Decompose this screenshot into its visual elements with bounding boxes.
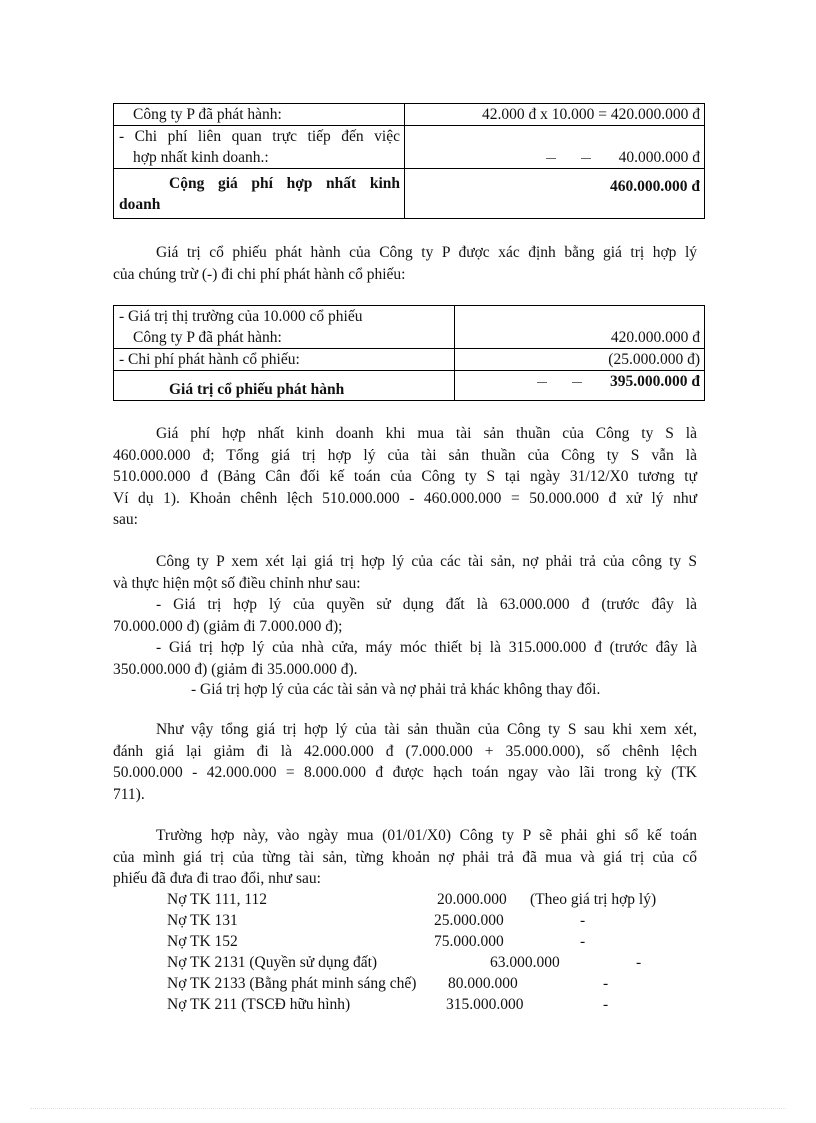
entry-note: - [580, 912, 586, 929]
text-line: 50.000.000 - 42.000.000 = 8.000.000 đ được hạch toán ngay vào lãi trong kỳ (TK [113, 764, 697, 781]
table-cell-label: Giá trị cổ phiếu phát hành [114, 371, 455, 401]
table-cell-label: - Chi phí phát hành cổ phiếu: [114, 349, 455, 371]
entry-amount: 20.000.000 [437, 891, 507, 908]
table-cell-label [114, 306, 455, 349]
entry-account: Nợ TK 211 (TSCĐ hữu hình) [167, 996, 351, 1013]
table-cell-value [405, 126, 705, 169]
paragraph-review [113, 551, 697, 594]
dash-mark [546, 158, 556, 159]
row-label-line: - Chi phí liên quan trực tiếp đến việc [119, 128, 400, 145]
table-row-total [114, 371, 705, 401]
text-line: Giá trị cổ phiếu phát hành của Công ty P được xác định bằng giá trị hợp lý [156, 244, 697, 261]
table-cell-value: 460.000.000 đ [405, 169, 705, 219]
text-line: 510.000.000 đ (Bảng Cân đối kế toán của Công ty S tại ngày 31/12/X0 tương tự [113, 468, 697, 485]
text-line: 460.000.000 đ; Tổng giá trị hợp lý của tài sản thuần của Công ty S vẫn là [113, 446, 697, 464]
dash-mark [581, 158, 591, 159]
text-line: của chúng trừ (-) đi chi phí phát hành cổ phiếu: [113, 265, 406, 283]
table-cell-value: 42.000 đ x 10.000 = 420.000.000 đ [405, 104, 705, 126]
entry-amount: 315.000.000 [446, 996, 524, 1013]
table-row [114, 104, 705, 126]
entry-account: Nợ TK 152 [167, 933, 238, 950]
text-line: 70.000.000 đ) (giảm đi 7.000.000 đ); [113, 617, 343, 635]
entry-amount: 25.000.000 [434, 912, 504, 929]
table-row [114, 349, 705, 371]
table-cell-value: 420.000.000 đ [455, 306, 705, 349]
paragraph-journal-intro [113, 825, 697, 890]
row-value: 395.000.000 đ [610, 373, 700, 390]
text-line: 711). [113, 785, 145, 803]
bullet-land-use-right [113, 594, 697, 637]
entry-note: - [603, 975, 609, 992]
entry-amount: 63.000.000 [490, 954, 560, 971]
table-cell-label [114, 104, 405, 126]
row-label-line: Công ty P đã phát hành: [133, 329, 282, 346]
text-line: của mình giá trị của từng tài sản, từng khoản nợ phải trả đã mua và giá trị của cổ [113, 848, 697, 866]
row-value: 40.000.000 đ [618, 149, 700, 166]
row-label-line: Cộng giá phí hợp nhất kinh [169, 174, 400, 192]
row-label-line: hợp nhất kinh doanh.: [133, 149, 269, 166]
dash-mark [537, 382, 547, 383]
text-line: 350.000.000 đ) (giảm đi 35.000.000 đ). [113, 660, 358, 678]
entry-note: (Theo giá trị hợp lý) [530, 891, 657, 908]
table-cell-value: (25.000.000 đ) [455, 349, 705, 371]
table-cell-value [455, 371, 705, 401]
paragraph-share-value-intro [113, 242, 697, 285]
text-line: - Giá trị hợp lý của quyền sử dụng đất là 63.000.000 đ (trước đây là [156, 596, 697, 613]
paragraph-combination-cost [113, 423, 697, 531]
entry-note: - [580, 933, 586, 950]
text-line: đánh giá lại giảm đi là 42.000.000 đ (7.000.000 + 35.000.000), số chênh lệch [113, 742, 697, 760]
table-row [114, 126, 705, 169]
bullet-other-assets [113, 679, 697, 701]
entry-amount: 80.000.000 [448, 975, 518, 992]
entry-amount: 75.000.000 [434, 933, 504, 950]
text-line: Ví dụ 1). Khoản chênh lệch 510.000.000 - 460.000.000 = 50.000.000 đ xử lý như [113, 489, 697, 507]
text-line: sau: [113, 511, 138, 528]
text-line: Giá phí hợp nhất kinh doanh khi mua tài sản thuần của Công ty S là [156, 425, 697, 442]
entry-account: Nợ TK 2133 (Bằng phát minh sáng chế) [167, 975, 417, 992]
page-bottom-rule [30, 1108, 786, 1109]
entry-account: Nợ TK 2131 (Quyền sử dụng đất) [167, 954, 378, 971]
text-line: Công ty P xem xét lại giá trị hợp lý của các tài sản, nợ phải trả của công ty S [156, 553, 697, 570]
bullet-buildings-equipment [113, 637, 697, 680]
share-value-table [113, 305, 705, 401]
table-cell-label [114, 126, 405, 169]
table-row [114, 306, 705, 349]
entry-account: Nợ TK 131 [167, 912, 238, 929]
entry-note: - [636, 954, 642, 971]
text-line: phiếu đã đưa đi trao đổi, như sau: [113, 870, 321, 887]
row-label-line: - Giá trị thị trường của 10.000 cổ phiếu [119, 308, 363, 325]
combination-cost-table [113, 103, 705, 219]
entry-note: - [603, 996, 609, 1013]
entry-account: Nợ TK 111, 112 [167, 891, 268, 908]
table-row-total [114, 169, 705, 219]
text-line: - Giá trị hợp lý của các tài sản và nợ phải trả khác không thay đổi. [191, 681, 601, 698]
table-cell-label [114, 169, 405, 219]
row-label: Công ty P đã phát hành: [133, 106, 282, 123]
dash-mark [572, 382, 582, 383]
text-line: Như vậy tổng giá trị hợp lý của tài sản thuần của Công ty S sau khi xem xét, [156, 721, 697, 738]
text-line: Trường hợp này, vào ngày mua (01/01/X0) Công ty P sẽ phải ghi sổ kế toán [156, 827, 697, 844]
paragraph-net-asset-adjustment [113, 719, 697, 805]
text-line: - Giá trị hợp lý của nhà cửa, máy móc thiết bị là 315.000.000 đ (trước đây là [156, 639, 697, 656]
text-line: và thực hiện một số điều chỉnh như sau: [113, 574, 361, 592]
row-label-line: doanh [119, 195, 161, 213]
